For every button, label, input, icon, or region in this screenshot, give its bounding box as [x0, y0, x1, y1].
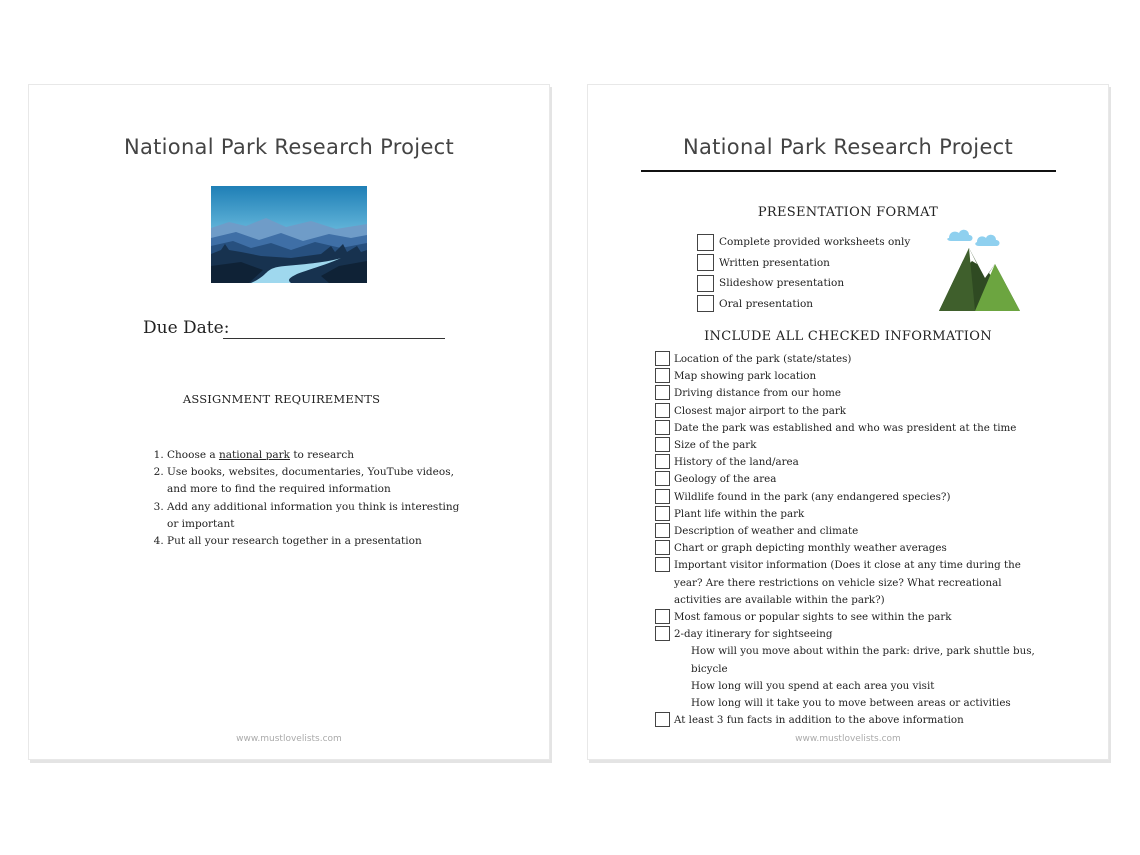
format-options	[697, 232, 927, 314]
option-label: Slideshow presentation	[719, 277, 845, 290]
sub-item	[655, 678, 1045, 695]
item-label: Important visitor information (Does it close at any time during the year? Are there restrictions on vehicle size? What recreational activities are available within the park?)	[674, 559, 1021, 606]
item-label: 2-day itinerary for sightseeing	[674, 628, 833, 641]
due-date-line	[223, 338, 445, 339]
checklist-item[interactable]	[655, 557, 1045, 609]
lake-landscape-image	[211, 186, 367, 283]
due-date-label: Due Date:	[143, 318, 230, 338]
checklist-item[interactable]	[655, 420, 1045, 437]
item-label: Location of the park (state/states)	[674, 353, 852, 365]
sub-item	[655, 643, 1045, 677]
right-page	[587, 84, 1109, 760]
checkbox[interactable]	[655, 626, 670, 641]
requirements-list	[157, 447, 472, 550]
option-label: Written presentation	[719, 256, 830, 269]
checklist-item[interactable]	[655, 471, 1045, 488]
checklist-item[interactable]	[655, 626, 1045, 643]
checklist-item[interactable]	[655, 712, 1045, 729]
checklist-item[interactable]	[655, 403, 1045, 420]
checklist-item[interactable]	[655, 454, 1045, 471]
list-item	[167, 447, 472, 464]
sub-item-label: How long will it take you to move between areas or activities	[691, 697, 1011, 710]
item-label: At least 3 fun facts in addition to the above information	[674, 714, 964, 727]
item-label: Most famous or popular sights to see within the park	[674, 611, 952, 624]
item-label: History of the land/area	[674, 456, 799, 469]
item-label: Date the park was established and who was president at the time	[674, 421, 1017, 434]
checkbox[interactable]	[655, 351, 670, 366]
checklist-item[interactable]	[655, 506, 1045, 523]
include-info-title: INCLUDE ALL CHECKED INFORMATION	[704, 329, 992, 344]
list-item: 4. Put all your research together in a presentation	[167, 533, 472, 550]
item-label: Geology of the area	[674, 473, 777, 486]
option-label: Oral presentation	[719, 297, 814, 310]
format-option[interactable]	[697, 232, 927, 253]
checkbox[interactable]	[697, 275, 714, 292]
format-option[interactable]	[697, 253, 927, 274]
page-title: National Park Research Project	[123, 135, 455, 159]
checkbox[interactable]	[697, 234, 714, 251]
checkbox[interactable]	[655, 420, 670, 435]
item-label: Size of the park	[674, 439, 757, 452]
checkbox[interactable]	[655, 454, 670, 469]
list-item: 2. Use books, websites, documentaries, YouTube videos, and more to find the required information	[167, 464, 472, 498]
title-divider	[641, 170, 1056, 172]
item-label: Map showing park location	[674, 370, 817, 383]
checkbox[interactable]	[697, 295, 714, 312]
left-page	[28, 84, 550, 760]
option-label: Complete provided worksheets only	[719, 236, 911, 249]
checklist-item[interactable]	[655, 540, 1045, 557]
checkbox[interactable]	[655, 489, 670, 504]
checklist-item[interactable]	[655, 351, 1045, 368]
checkbox[interactable]	[655, 437, 670, 452]
item-label: Plant life within the park	[674, 507, 805, 520]
checkbox[interactable]	[697, 254, 714, 271]
item-label: Wildlife found in the park (any endangered species?)	[674, 490, 951, 503]
requirement-text: Choose a	[167, 449, 219, 461]
mountain-icon	[939, 226, 1020, 311]
footer-url: www.mustlovelists.com	[236, 734, 342, 744]
national-park-link[interactable]: national park	[218, 449, 290, 461]
sub-item-label: How will you move about within the park: drive, park shuttle bus, bicycle	[691, 645, 1035, 675]
checkbox[interactable]	[655, 540, 670, 555]
checklist-item[interactable]	[655, 437, 1045, 454]
checkbox[interactable]	[655, 385, 670, 400]
checklist-item[interactable]	[655, 368, 1045, 385]
item-label: Chart or graph depicting monthly weather averages	[674, 542, 947, 555]
checkbox[interactable]	[655, 506, 670, 521]
checkbox[interactable]	[655, 523, 670, 538]
checkbox[interactable]	[655, 712, 670, 727]
checklist-item[interactable]	[655, 609, 1045, 626]
checkbox[interactable]	[655, 471, 670, 486]
presentation-format-title: PRESENTATION FORMAT	[757, 205, 939, 220]
sub-item-label: How long will you spend at each area you visit	[691, 679, 935, 692]
checklist-item[interactable]	[655, 385, 1045, 402]
checklist-item[interactable]	[655, 523, 1045, 540]
item-label: Driving distance from our home	[674, 387, 841, 400]
checkbox[interactable]	[655, 557, 670, 572]
checklist-item[interactable]	[655, 489, 1045, 506]
footer-url: www.mustlovelists.com	[795, 734, 901, 744]
format-option[interactable]	[697, 294, 927, 315]
format-option[interactable]	[697, 273, 927, 294]
checkbox[interactable]	[655, 609, 670, 624]
item-label: Closest major airport to the park	[674, 404, 847, 417]
list-item: 3. Add any additional information you think is interesting or important	[167, 499, 472, 533]
item-label: Description of weather and climate	[674, 525, 859, 538]
checkbox[interactable]	[655, 368, 670, 383]
include-checklist	[655, 351, 1045, 729]
page-title: National Park Research Project	[682, 135, 1014, 159]
checkbox[interactable]	[655, 403, 670, 418]
sub-item	[655, 695, 1045, 712]
requirement-text: to research	[290, 449, 354, 461]
requirements-title: ASSIGNMENT REQUIREMENTS	[182, 392, 381, 406]
